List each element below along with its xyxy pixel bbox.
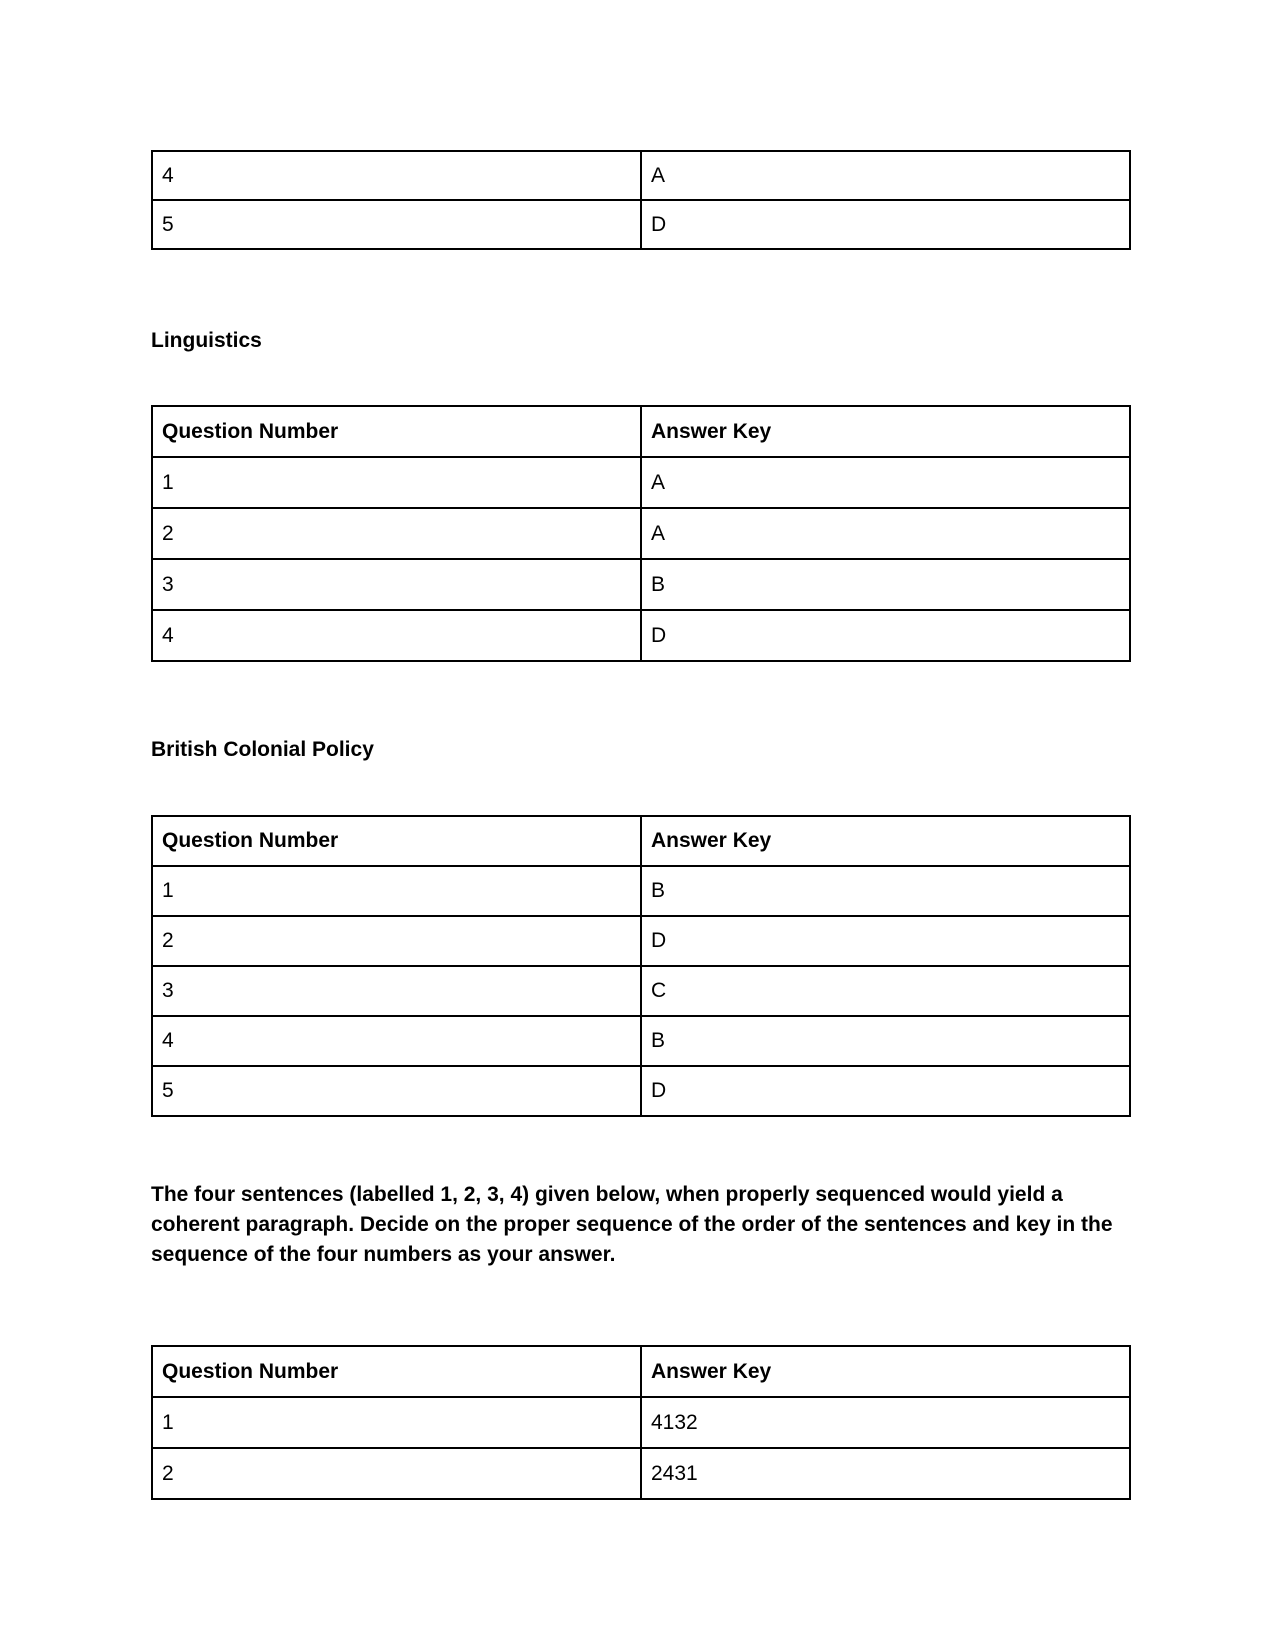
- column-header-question-number: Question Number: [152, 406, 641, 457]
- question-number-cell: 4: [152, 151, 641, 200]
- column-header-answer-key: Answer Key: [641, 406, 1130, 457]
- answer-key-cell: D: [641, 1066, 1130, 1116]
- table-row: [152, 508, 1130, 559]
- table-row: [152, 1397, 1130, 1448]
- table-row: [152, 1448, 1130, 1499]
- answer-key-cell: A: [641, 508, 1130, 559]
- question-number-cell: 1: [152, 1397, 641, 1448]
- answer-key-cell: B: [641, 559, 1130, 610]
- table-header-row: [152, 816, 1130, 866]
- column-header-answer-key: Answer Key: [641, 816, 1130, 866]
- table-header-row: [152, 1346, 1130, 1397]
- answer-key-cell: A: [641, 151, 1130, 200]
- question-number-cell: 1: [152, 457, 641, 508]
- column-header-question-number: Question Number: [152, 1346, 641, 1397]
- section-heading-linguistics: Linguistics: [151, 329, 262, 352]
- answer-key-cell: D: [641, 610, 1130, 661]
- answer-key-cell: B: [641, 866, 1130, 916]
- answer-table-linguistics: [151, 405, 1131, 662]
- table-row: [152, 1066, 1130, 1116]
- question-number-cell: 2: [152, 508, 641, 559]
- answer-key-cell: 4132: [641, 1397, 1130, 1448]
- question-number-cell: 5: [152, 1066, 641, 1116]
- column-header-answer-key: Answer Key: [641, 1346, 1130, 1397]
- answer-key-cell: A: [641, 457, 1130, 508]
- table-row: [152, 457, 1130, 508]
- answer-key-cell: D: [641, 916, 1130, 966]
- table-row: [152, 610, 1130, 661]
- question-number-cell: 5: [152, 200, 641, 249]
- table-row: [152, 966, 1130, 1016]
- table-row: [152, 866, 1130, 916]
- table-row: [152, 200, 1130, 249]
- question-number-cell: 4: [152, 1016, 641, 1066]
- answer-table-continued: [151, 150, 1131, 250]
- table-row: [152, 151, 1130, 200]
- question-number-cell: 4: [152, 610, 641, 661]
- sentence-sequencing-instructions: The four sentences (labelled 1, 2, 3, 4) given below, when properly sequenced would yield a coherent paragraph. Decide on the proper sequence of the order of the sentences and key in the sequence of the four numbers as your answer.: [151, 1183, 1113, 1266]
- answer-key-cell: 2431: [641, 1448, 1130, 1499]
- answer-table-british-colonial-policy: [151, 815, 1131, 1117]
- column-header-question-number: Question Number: [152, 816, 641, 866]
- section-heading-british-colonial-policy: British Colonial Policy: [151, 738, 374, 761]
- answer-key-cell: D: [641, 200, 1130, 249]
- answer-key-cell: C: [641, 966, 1130, 1016]
- answer-table-sentence-sequencing: [151, 1345, 1131, 1500]
- question-number-cell: 1: [152, 866, 641, 916]
- table-row: [152, 1016, 1130, 1066]
- question-number-cell: 2: [152, 916, 641, 966]
- table-row: [152, 559, 1130, 610]
- table-row: [152, 916, 1130, 966]
- answer-key-cell: B: [641, 1016, 1130, 1066]
- question-number-cell: 3: [152, 559, 641, 610]
- question-number-cell: 3: [152, 966, 641, 1016]
- table-header-row: [152, 406, 1130, 457]
- question-number-cell: 2: [152, 1448, 641, 1499]
